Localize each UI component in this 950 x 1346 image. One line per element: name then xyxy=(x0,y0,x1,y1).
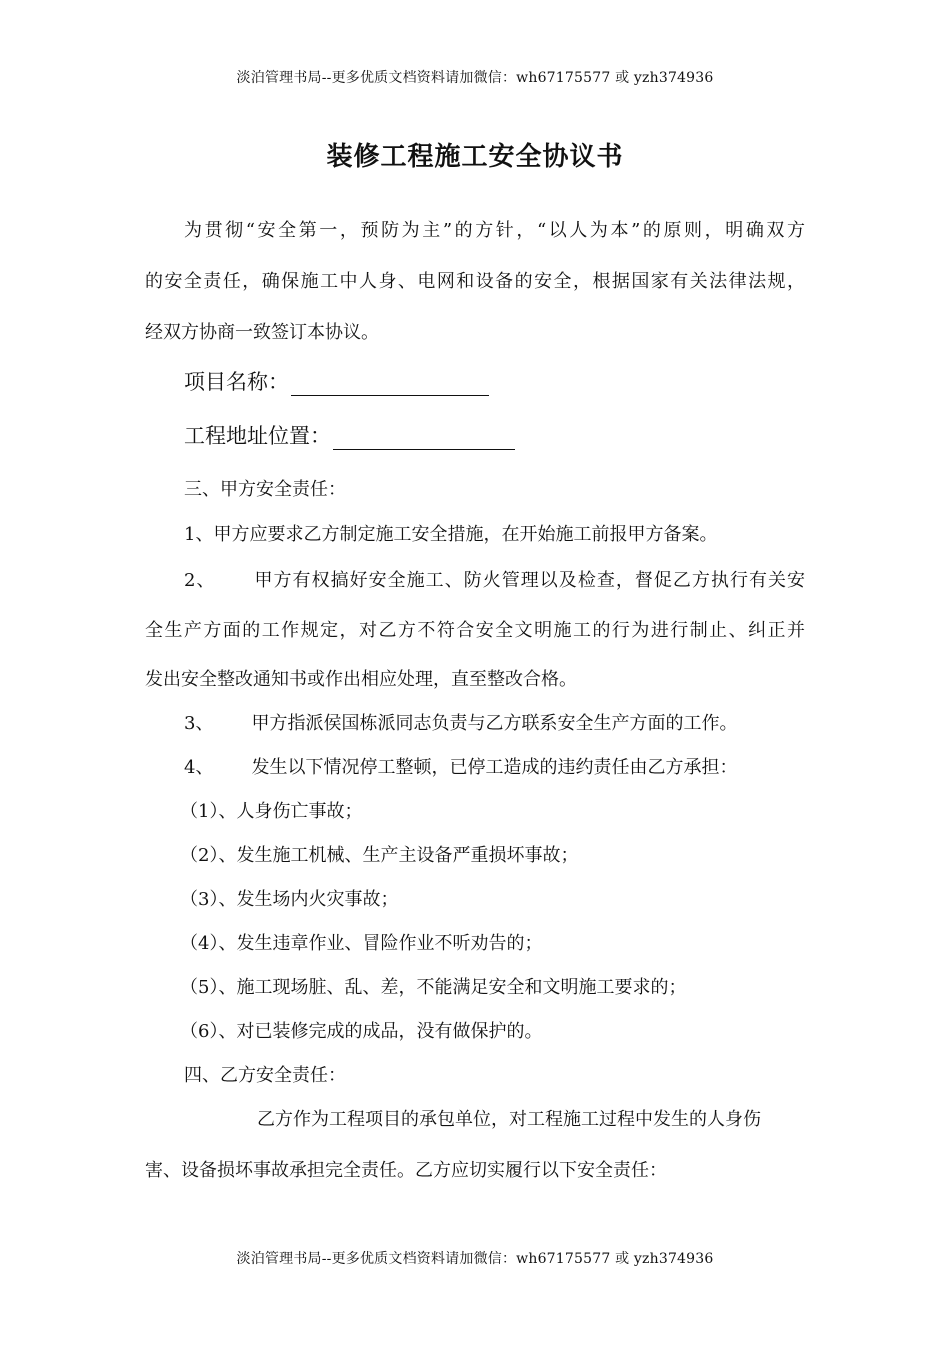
intro-line-3: 经双方协商一致签订本协议。 xyxy=(145,322,379,343)
section4-heading: 四、乙方安全责任： xyxy=(184,1065,346,1086)
section3-item-2-line-1 xyxy=(184,566,805,592)
item-3-number: 3、 xyxy=(184,713,214,734)
project-address-label: 工程地址位置： xyxy=(184,424,331,448)
section3-item-3 xyxy=(184,709,737,735)
sub-item-6: （6）、对已装修完成的成品，没有做保护的。 xyxy=(180,1021,543,1042)
sub-item-5: （5）、施工现场脏、乱、差，不能满足安全和文明施工要求的； xyxy=(180,977,687,998)
section3-heading: 三、甲方安全责任： xyxy=(184,479,346,500)
section3-item-2-line-3: 发出安全整改通知书或作出相应处理，直至整改合格。 xyxy=(145,669,577,690)
sub-item-1: （1）、人身伤亡事故； xyxy=(180,801,363,822)
project-name-label: 项目名称： xyxy=(184,370,289,394)
page-header: 淡泊管理书局--更多优质文档资料请加微信：wh67175577 或 yzh374936 xyxy=(236,70,714,86)
page-footer: 淡泊管理书局--更多优质文档资料请加微信：wh67175577 或 yzh374936 xyxy=(236,1251,714,1267)
section4-para-line-2: 害、设备损坏事故承担完全责任。乙方应切实履行以下安全责任： xyxy=(145,1160,667,1181)
sub-item-2: （2）、发生施工机械、生产主设备严重损坏事故； xyxy=(180,845,579,866)
item-3-text: 甲方指派侯国栋派同志负责与乙方联系安全生产方面的工作。 xyxy=(251,713,738,734)
item-4-text: 发生以下情况停工整顿，已停工造成的违约责任由乙方承担： xyxy=(251,757,738,778)
project-address-blank xyxy=(333,427,515,450)
intro-line-1: 为贯彻“安全第一，预防为主”的方针，“以人为本”的原则，明确双方 xyxy=(184,220,805,241)
project-name-blank xyxy=(291,373,489,396)
item-2-number: 2、 xyxy=(184,570,216,591)
item-2-text: 甲方有权搞好安全施工、防火管理以及检查，督促乙方执行有关安 xyxy=(253,570,806,591)
section3-item-1: 1、甲方应要求乙方制定施工安全措施，在开始施工前报甲方备案。 xyxy=(184,524,718,545)
sub-item-3: （3）、发生场内火灾事故； xyxy=(180,889,399,910)
section3-item-2-line-2: 全生产方面的工作规定，对乙方不符合安全文明施工的行为进行制止、纠正并 xyxy=(145,620,805,641)
project-address-field xyxy=(184,420,515,450)
section3-item-4 xyxy=(184,753,737,779)
project-name-field xyxy=(184,366,489,396)
section4-para-line-1: 乙方作为工程项目的承包单位，对工程施工过程中发生的人身伤 xyxy=(257,1109,761,1130)
intro-line-2: 的安全责任，确保施工中人身、电网和设备的安全，根据国家有关法律法规， xyxy=(145,271,805,292)
document-title: 装修工程施工安全协议书 xyxy=(326,142,624,172)
item-4-number: 4、 xyxy=(184,757,214,778)
sub-item-4: （4）、发生违章作业、冒险作业不听劝告的； xyxy=(180,933,543,954)
